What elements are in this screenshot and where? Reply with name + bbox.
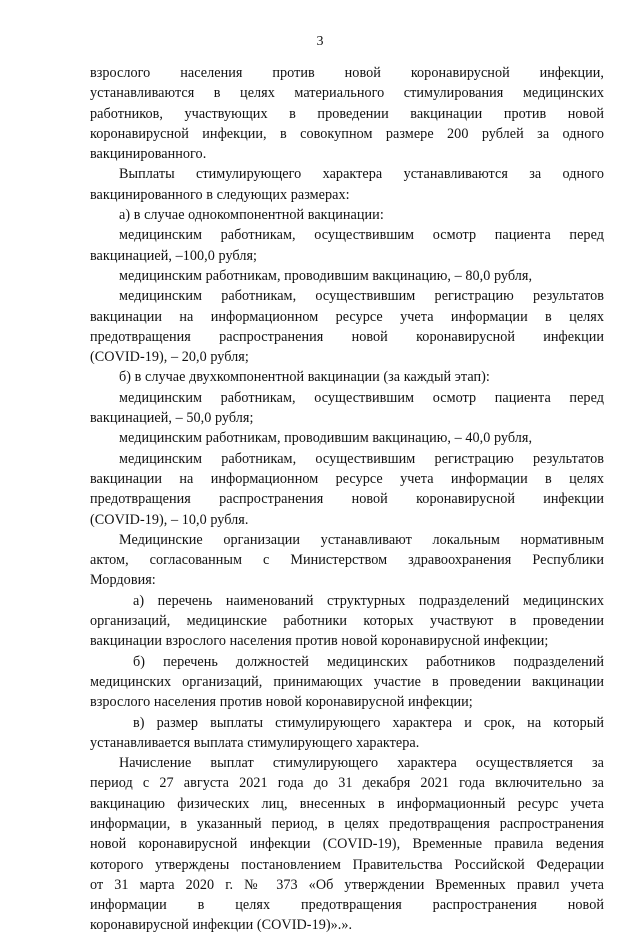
text-line: вакцинации на информационном ресурсе учета информации в целях (90, 308, 604, 325)
text-line: новой коронавирусной инфекции (COVID-19), Временные правила ведения (90, 836, 604, 853)
text-line: медицинским работникам, проводившим вакцинацию, – 80,0 рубля, (119, 267, 533, 284)
text-line: вакцинации взрослого населения против новой коронавирусной инфекции; (90, 633, 549, 650)
text-line: устанавливается выплата стимулирующего характера. (90, 734, 420, 751)
text-line: медицинским работникам, осуществившим осмотр пациента перед (119, 389, 604, 406)
text-line: коронавирусной инфекции, в совокупном размере 200 рублей за одного (90, 125, 604, 142)
text-line: вакцинацию физических лиц, внесенных в информационный ресурс учета (90, 795, 604, 812)
text-line: вакцинированного в следующих размерах: (90, 186, 350, 203)
text-line: устанавливаются в целях материального стимулирования медицинских (90, 85, 604, 102)
text-line: Начисление выплат стимулирующего характера осуществляется за (119, 755, 604, 772)
text-line: вакцинации на информационном ресурсе учета информации в целях (90, 470, 604, 487)
text-line: б) в случае двухкомпонентной вакцинации (за каждый этап): (119, 369, 490, 386)
text-line: а) в случае однокомпонентной вакцинации: (119, 207, 384, 224)
text-line: вакцинацией, – 50,0 рубля; (90, 410, 254, 427)
text-line: Медицинские организации устанавливают локальным нормативным (119, 531, 604, 548)
text-line: информации в целях предотвращения распространения новой (90, 897, 604, 914)
text-line: медицинским работникам, осуществившим осмотр пациента перед (119, 227, 604, 244)
text-line: от 31 марта 2020 г. № 373 «Об утверждении Временных правил учета (90, 876, 604, 893)
text-line: которого утверждены постановлением Правительства Российской Федерации (90, 856, 604, 873)
text-line: актом, согласованным с Министерством здравоохранения Республики (90, 552, 604, 569)
text-line: работников, участвующих в проведении вакцинации против новой (90, 105, 604, 122)
text-line: взрослого населения против новой коронавирусной инфекции, (90, 65, 604, 81)
text-line: предотвращения распространения новой коронавирусной инфекции (90, 328, 604, 345)
text-line: взрослого населения против новой коронавирусной инфекции; (90, 694, 473, 711)
document-body (90, 63, 604, 936)
text-line: (COVID-19), – 10,0 рубля. (90, 511, 249, 528)
text-line: вакцинированного. (90, 146, 207, 163)
text-line: б) перечень должностей медицинских работников подразделений (133, 653, 604, 670)
text-line: медицинским работникам, осуществившим регистрацию результатов (119, 288, 604, 305)
text-line: предотвращения распространения новой коронавирусной инфекции (90, 491, 604, 508)
text-line: а) перечень наименований структурных подразделений медицинских (133, 592, 604, 609)
text-line: (COVID-19), – 20,0 рубля; (90, 349, 249, 366)
text-line: медицинских организаций, принимающих участие в проведении вакцинации (90, 673, 604, 690)
page-number: 3 (316, 34, 324, 49)
text-line: вакцинацией, –100,0 рубля; (90, 247, 258, 264)
text-line: организаций, медицинские работники которых участвуют в проведении (90, 613, 604, 630)
text-line: информации, в указанный период, в целях предотвращения распространения (90, 815, 604, 832)
text-line: Мордовия: (90, 572, 156, 589)
text-line: в) размер выплаты стимулирующего характера и срок, на который (133, 714, 604, 731)
text-line: период с 27 августа 2021 года до 31 декабря 2021 года включительно за (90, 775, 604, 792)
text-line: коронавирусной инфекции (COVID-19)».». (90, 917, 353, 934)
text-line: Выплаты стимулирующего характера устанавливаются за одного (119, 166, 604, 183)
text-line: медицинским работникам, проводившим вакцинацию, – 40,0 рубля, (119, 430, 533, 447)
text-line: медицинским работникам, осуществившим регистрацию результатов (119, 450, 604, 467)
